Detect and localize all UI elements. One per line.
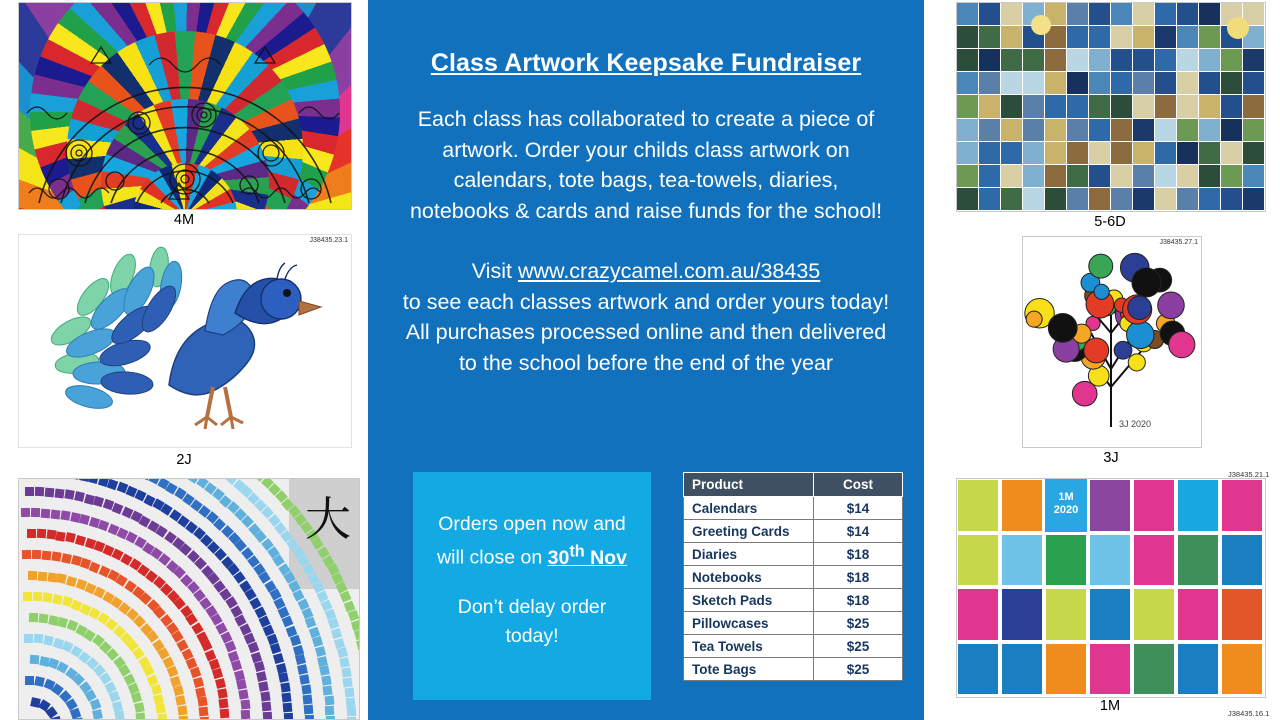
table-row xyxy=(684,612,903,635)
artwork-caption-2j: 2J xyxy=(176,452,192,468)
table-row xyxy=(684,497,903,520)
product-name: Greeting Cards xyxy=(684,520,814,543)
product-name: Calendars xyxy=(684,497,814,520)
product-cost: $14 xyxy=(814,497,903,520)
orders-line-1b: will close on xyxy=(437,546,548,569)
artwork-image-56d xyxy=(956,2,1266,212)
mandala-doodle-overlay xyxy=(19,3,351,209)
orders-spacer xyxy=(433,573,631,593)
intro-paragraph: Each class has collaborated to create a piece of artwork. Order your childs class artwork on calendars, tote bags, tea-towels, diaries, notebooks & cards and raise funds for the school! xyxy=(409,107,883,223)
artwork-code-2j: J38435.23.1 xyxy=(309,237,348,244)
peacock-illustration xyxy=(19,235,351,447)
bottom-row xyxy=(368,472,924,700)
page-title: Class Artwork Keepsake Fundraiser xyxy=(430,49,862,77)
product-cost: $25 xyxy=(814,635,903,658)
product-name: Sketch Pads xyxy=(684,589,814,612)
product-cost: $18 xyxy=(814,589,903,612)
artwork-caption-56d: 5-6D xyxy=(1094,214,1126,230)
product-cost: $18 xyxy=(814,566,903,589)
table-row xyxy=(684,589,903,612)
orders-line-2a: Don’t delay order xyxy=(457,596,607,618)
deadline-suffix: th xyxy=(569,542,585,561)
product-name: Pillowcases xyxy=(684,612,814,635)
product-name: Tote Bags xyxy=(684,658,814,681)
orders-deadline-date xyxy=(547,542,627,569)
orders-line-1a: Orders open now and xyxy=(438,513,626,535)
table-row xyxy=(684,566,903,589)
price-header-cost: Cost xyxy=(814,473,903,497)
visit-detail: to see each classes artwork and order yours today! All purchases processed online and then delivered to the school before the end of the year xyxy=(402,289,890,375)
left-artwork-column xyxy=(0,0,368,720)
deadline-day: 30 xyxy=(547,546,570,569)
product-name: Notebooks xyxy=(684,566,814,589)
visit-prefix: Visit xyxy=(471,259,518,284)
product-cost: $14 xyxy=(814,520,903,543)
center-panel xyxy=(368,0,924,720)
artwork-caption-3j: 3J xyxy=(1103,450,1119,466)
table-row xyxy=(684,635,903,658)
dot-tree-illustration xyxy=(1023,237,1201,447)
price-table-body xyxy=(684,497,903,681)
orders-line-1 xyxy=(433,510,631,573)
artwork-image-4m xyxy=(18,2,352,210)
visit-paragraph xyxy=(398,256,894,378)
artwork-code-1m: J38435.21.1 xyxy=(1228,470,1270,479)
product-cost: $25 xyxy=(814,658,903,681)
orders-line-2b: today! xyxy=(505,625,559,648)
artwork-image-1m xyxy=(956,478,1266,698)
table-row xyxy=(684,543,903,566)
table-row xyxy=(684,520,903,543)
product-cost: $18 xyxy=(814,543,903,566)
artwork-caption-4m: 4M xyxy=(173,212,195,228)
orders-deadline-box xyxy=(413,472,651,700)
artwork-image-3j xyxy=(1022,236,1202,448)
artwork-code-3j: J38435.27.1 xyxy=(1159,239,1198,246)
artwork-image-mosaic xyxy=(18,478,360,720)
product-name: Tea Towels xyxy=(684,635,814,658)
starry-night-grid xyxy=(957,3,1265,211)
crazycamel-link[interactable]: www.crazycamel.com.au/38435 xyxy=(517,259,821,284)
product-name: Diaries xyxy=(684,543,814,566)
deadline-month: Nov xyxy=(584,546,627,569)
mosaic-tiles: 大 xyxy=(19,479,359,719)
price-header-product: Product xyxy=(684,473,814,497)
artwork-code-bottom: J38435.16.1 xyxy=(1228,709,1270,718)
price-table-header-row xyxy=(684,473,903,497)
product-cost: $25 xyxy=(814,612,903,635)
artwork-caption-1m: 1M xyxy=(1099,698,1121,714)
table-row xyxy=(684,658,903,681)
price-table-head xyxy=(684,473,903,497)
orders-line-2 xyxy=(433,593,631,652)
price-table xyxy=(683,472,903,681)
student-tile-grid: 1M 2020 xyxy=(957,479,1265,697)
artwork-image-2j xyxy=(18,234,352,448)
artwork-signature-3j: 3J 2020 xyxy=(1119,419,1152,429)
